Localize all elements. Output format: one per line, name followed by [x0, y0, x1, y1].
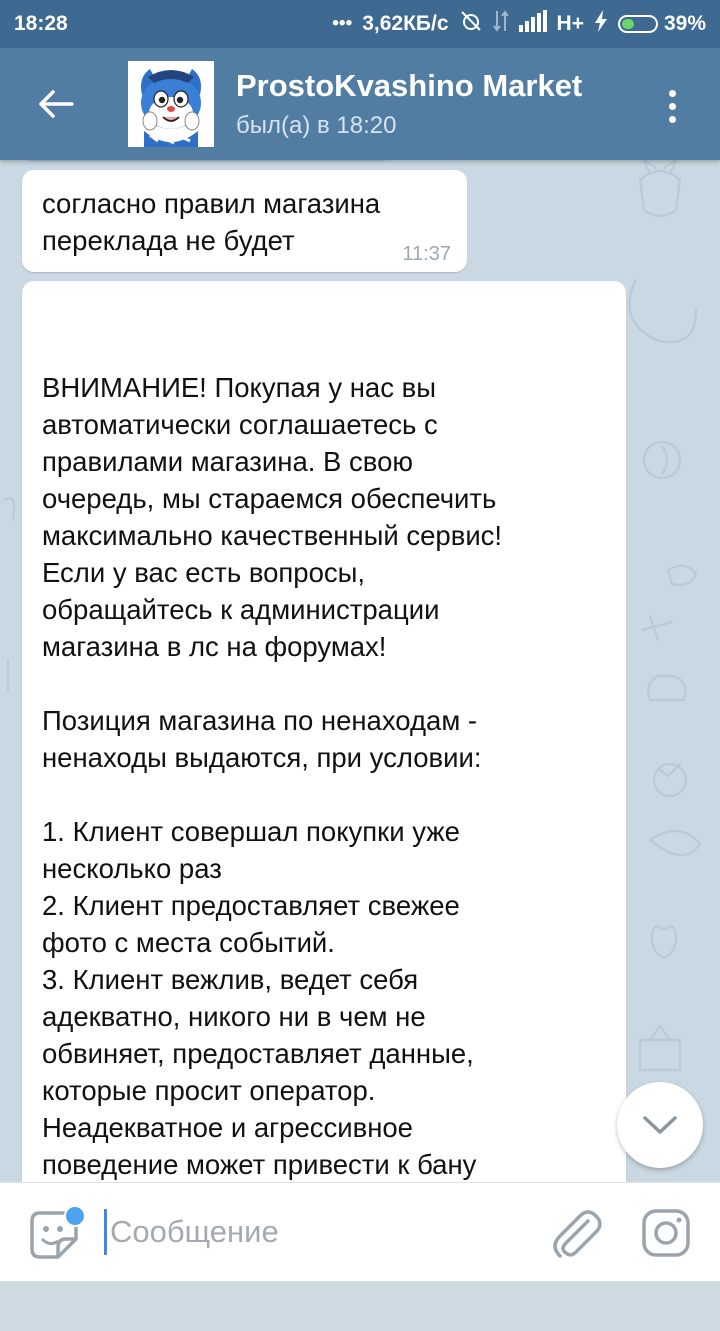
message-time: 11:37 [402, 243, 451, 265]
data-transfer-icon [493, 9, 509, 39]
message-input[interactable] [110, 1205, 510, 1259]
status-bar [0, 0, 720, 48]
message-list[interactable] [0, 160, 720, 1182]
more-vert-icon [669, 90, 676, 97]
more-options-button[interactable] [650, 78, 694, 134]
message-bubble[interactable] [22, 170, 467, 272]
battery-percent: 39% [663, 12, 706, 35]
notification-dots: ••• [332, 13, 353, 34]
alarm-off-icon [459, 9, 483, 39]
camera-button[interactable] [638, 1205, 694, 1261]
message-bubble[interactable] [22, 281, 626, 1211]
battery-indicator [618, 12, 706, 36]
charging-icon [594, 10, 608, 38]
attach-button[interactable] [548, 1205, 604, 1261]
paperclip-icon [548, 1205, 604, 1261]
chevron-down-icon [642, 1114, 678, 1136]
scroll-to-bottom-button[interactable] [617, 1082, 703, 1168]
sticker-emoji-button[interactable] [26, 1207, 82, 1263]
camera-icon [638, 1205, 694, 1261]
back-button[interactable] [28, 76, 84, 132]
last-seen-status: был(а) в 18:20 [236, 112, 397, 139]
message-text: согласно правил магазина переклада не будет [42, 188, 381, 256]
message-input-bar [0, 1182, 720, 1281]
new-stickers-badge [64, 1205, 86, 1227]
network-type: H+ [556, 12, 584, 35]
cat-mascot-avatar [128, 61, 214, 147]
chat-header [0, 48, 720, 160]
status-time: 18:28 [14, 12, 68, 35]
chat-title[interactable]: ProstoKvashino Market [236, 68, 583, 103]
signal-icon [519, 10, 547, 38]
text-cursor [104, 1209, 107, 1255]
message-text: ВНИМАНИЕ! Покупая у нас вы автоматически соглашаетесь с правилами магазина. В свою очередь, мы стараемся обеспечить максимально качественный сервис! Если у вас есть вопросы, обращайтесь к администрации магазина в лс на форумах! Позиция магазина по ненаходам - ненаходы выдаются, при условии: 1. Клиент совершал покупки уже несколько раз 2. Клиент предоставляет свежее фото с места событий. 3. Клиент вежлив, ведет себя адекватно, никого ни в чем не обвиняет, предоставляет данные, которые просит оператор. Неадекватное и агрессивное поведение может привести к бану [42, 372, 503, 1180]
network-speed: 3,62КБ/с [362, 12, 449, 35]
avatar[interactable] [128, 61, 214, 147]
back-arrow-icon [38, 89, 74, 119]
battery-icon [618, 15, 658, 33]
